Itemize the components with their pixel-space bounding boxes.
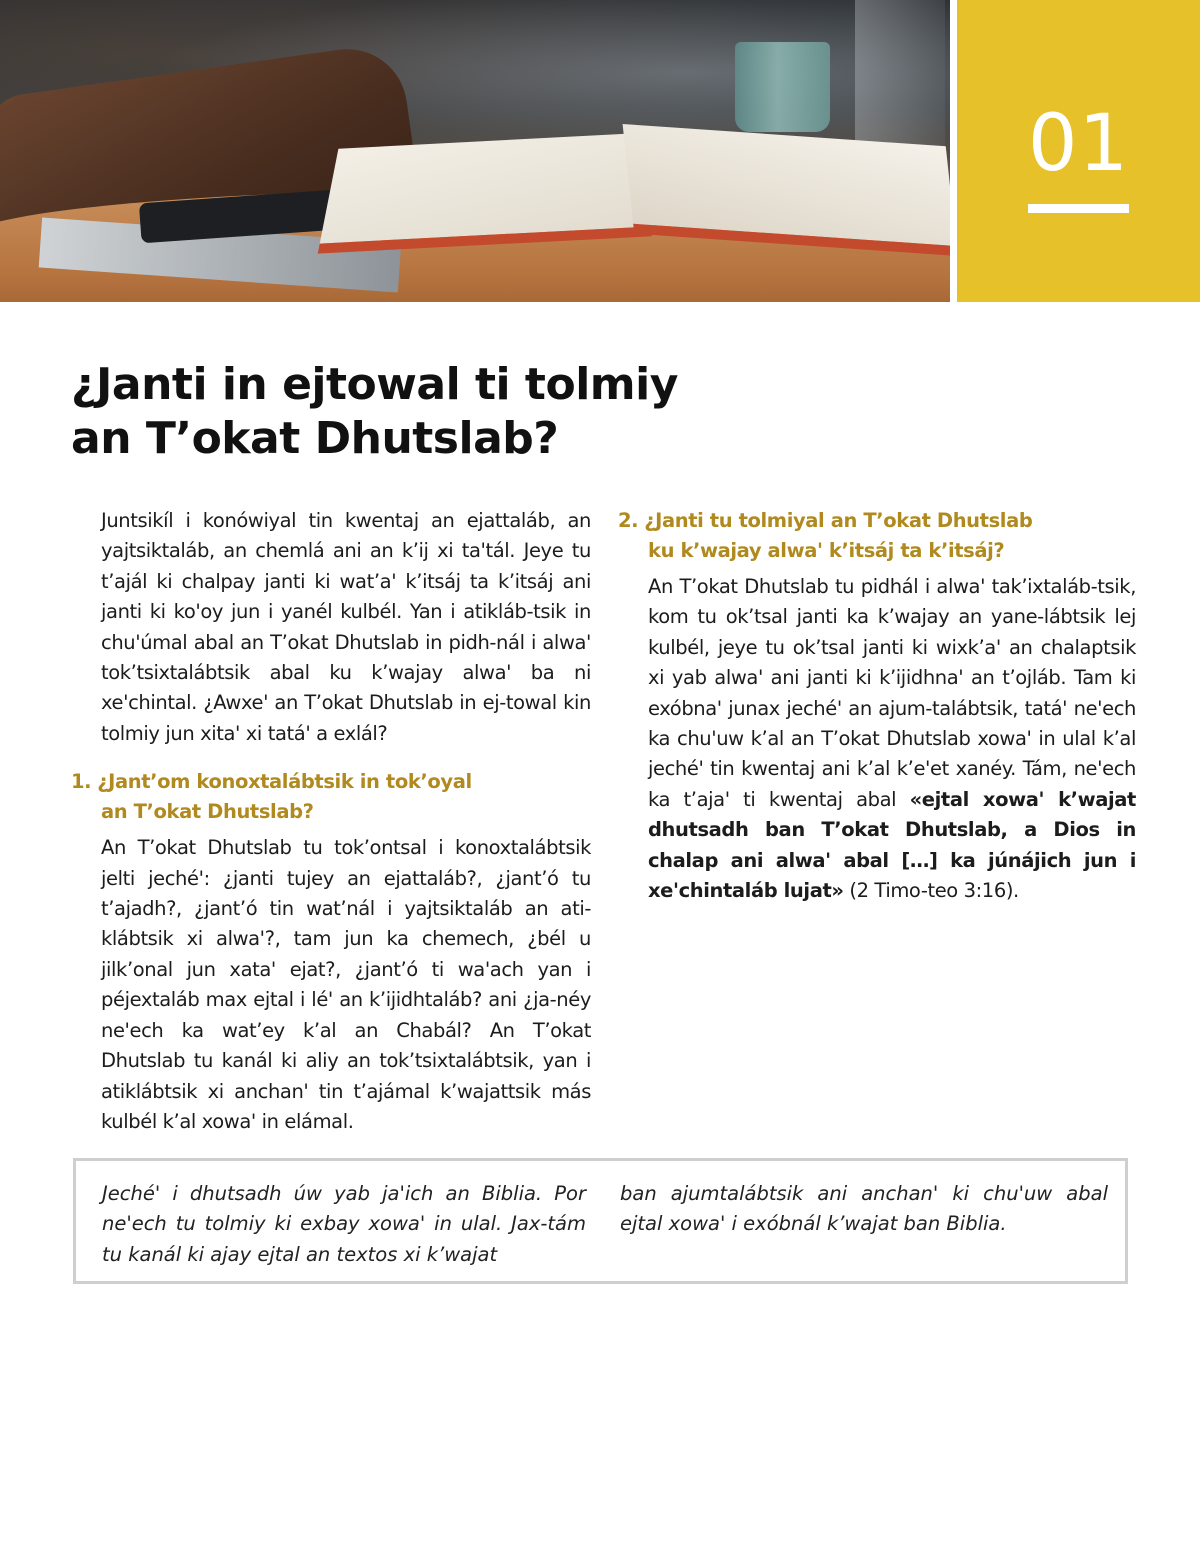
- question-2-heading: [618, 506, 1136, 566]
- note-column-1: Jeché' i dhutsadh úw yab ja'ich an Biblia. Por ne'ech tu tolmiy ki exbay xowa' in ulal. Jax-tám tu kanál ki ajay ejtal an textos xi k’wajat: [102, 1182, 586, 1266]
- question-2-number: 2.: [618, 509, 639, 532]
- question-1-line-2: an T’okat Dhutslab?: [101, 800, 314, 824]
- question-2-line-1: [618, 506, 1136, 536]
- bible-left-page: [318, 131, 673, 253]
- question-1-text-1: ¿Jant’om konoxtalábtsik in tok’oyal: [97, 770, 472, 794]
- photo-open-bible: [330, 130, 950, 260]
- chapter-underline: [1028, 204, 1129, 213]
- answer-2-paragraph: [618, 572, 1136, 906]
- photo-mug: [735, 42, 830, 132]
- page-title: [71, 358, 871, 466]
- page-title-line-1: ¿Janti in ejtowal ti tolmiy: [71, 359, 678, 410]
- question-2-text-1: ¿Janti tu tolmiyal an T’okat Dhutslab: [644, 509, 1033, 532]
- left-column: [71, 506, 591, 1137]
- note-column-2: ban ajumtalábtsik ani anchan' ki chu'uw abal ejtal xowa' i exóbnál k’wajat ban Biblia.: [620, 1182, 1108, 1236]
- bible-right-page: [623, 124, 950, 256]
- intro-paragraph: Juntsikíl i konówiyal tin kwentaj an ejattaláb, an yajtsiktaláb, an chemlá ani an k’ij xi ta'tál. Jeye tu t’ajál ki chalpay janti ki wat’a' k’itsáj ta k’itsáj ani janti ki ko'oy jun i yanél kulbél. Yan i atikláb-tsik in chu'úmal abal an T’okat Dhutslab in pidh-nál i alwa' tok’tsixtalábtsik abal ku k’wajay alwa' ba ni xe'chintal. ¿Awxe' an T’okat Dhutslab in ej-towal kin tolmiy jun xita' xi tatá' a exlál?: [101, 509, 591, 745]
- answer-1-paragraph: An T’okat Dhutslab tu tok’ontsal i konoxtalábtsik jelti jeché': ¿janti tujey an ejattaláb?, ¿jant’ó tu t’ajadh?, ¿jant’ó tin wat’nál i yajtsiktaláb an ati-klábtsik xi alwa'?, tam jun ka chemech, ¿bél u jilk’onal jun xata' ejat?, ¿jant’ó ti wa'ach yan i péjextaláb max ejtal i lé' an k’ijidhtaláb? ani ¿ja-néy ne'ech ka wat’ey k’al an Chabál? An T’okat Dhutslab tu kanál ki aliy an tok’tsixtalábtsik, yan i atiklábtsik xi anchan' tin t’ajámal k’wajattsik más kulbél k’al xowa' in elámal.: [101, 836, 591, 1133]
- question-1-line-1: [71, 767, 591, 797]
- header-photo: [0, 0, 950, 302]
- chapter-badge: [957, 0, 1200, 302]
- question-2-line-2: ku k’wajay alwa' k’itsáj ta k’itsáj?: [648, 539, 1005, 562]
- note-box: [73, 1158, 1128, 1284]
- page-title-line-2: an T’okat Dhutslab?: [71, 413, 559, 464]
- answer-2-text: An T’okat Dhutslab tu pidhál i alwa' tak’ixtaláb-tsik, kom tu ok’tsal janti ka k’wajay an yane-lábtsik lej kulbél, jeye tu ok’tsal janti ki wixk’a' an chalaptsik xi yab alwa' ani janti ki k’ijidhna' an t’ojláb. Tam ki exóbna' junax jeché' an ajum-talábtsik, tatá' ne'ech ka chu'uw k’al an T’okat Dhutslab xowa' in ulal k’al jeché' tin kwentaj ani k’al k’e'et xanéy. Tám, ne'ech ka t’aja' ti kwentaj abal: [648, 575, 1136, 811]
- question-1-number: 1.: [71, 770, 92, 794]
- chapter-number: 01: [1027, 99, 1130, 189]
- bible-quote: «ejtal xowa' k’wajat dhutsadh ban T’okat Dhutslab, a Dios in chalap ani alwa' abal […] ka júnájich jun i xe'chintaláb lujat»: [648, 787, 1136, 903]
- right-column: [618, 506, 1136, 906]
- bible-citation: (2 Timo-teo 3:16).: [843, 879, 1019, 903]
- question-1-heading: [71, 767, 591, 827]
